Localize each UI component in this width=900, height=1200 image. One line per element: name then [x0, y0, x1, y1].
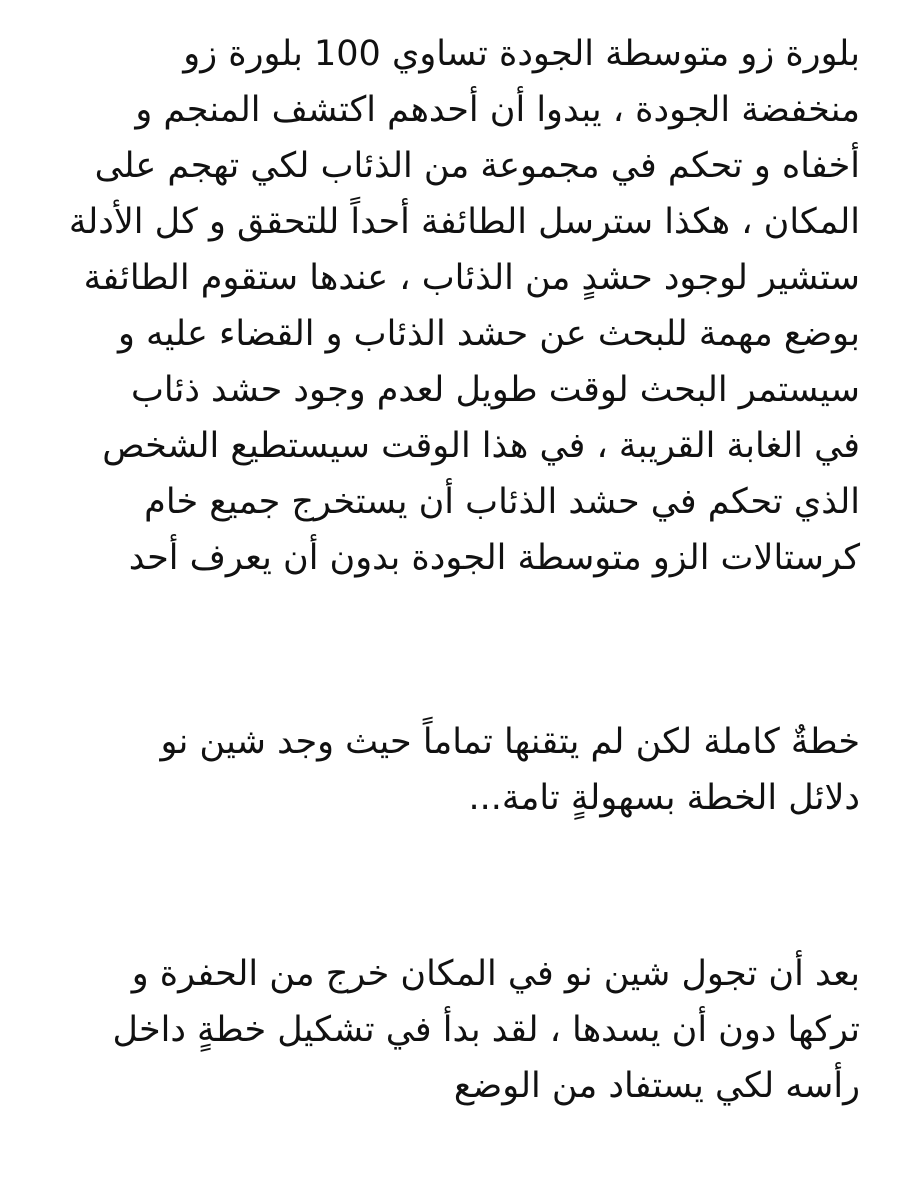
text-line: بلورة زو متوسطة الجودة تساوي 100 بلورة زو [183, 34, 860, 74]
paragraph-1 [40, 26, 860, 586]
text-line: منخفضة الجودة ، يبدوا أن أحدهم اكتشف المنجم و [135, 90, 860, 130]
text-line: المكان ، هكذا سترسل الطائفة أحداً للتحقق و كل الأدلة [68, 202, 860, 242]
paragraph-2 [40, 714, 860, 826]
text-line: كرستالات الزو متوسطة الجودة بدون أن يعرف أحد [128, 538, 860, 578]
text-line: أخفاه و تحكم في مجموعة من الذئاب لكي تهجم على [94, 146, 860, 186]
text-line: خطةٌ كاملة لكن لم يتقنها تماماً حيث وجد شين نو [160, 722, 860, 762]
text-line: دلائل الخطة بسهولةٍ تامة... [468, 778, 860, 818]
text-line: بعد أن تجول شين نو في المكان خرج من الحفرة و [131, 954, 860, 994]
text-line: بوضع مهمة للبحث عن حشد الذئاب و القضاء عليه و [118, 314, 860, 354]
text-line: رأسه لكي يستفاد من الوضع [453, 1066, 860, 1106]
text-line: سيستمر البحث لوقت طويل لعدم وجود حشد ذئاب [130, 370, 860, 410]
text-line: في الغابة القريبة ، في هذا الوقت سيستطيع الشخص [102, 426, 860, 466]
text-line: تركها دون أن يسدها ، لقد بدأ في تشكيل خطةٍ داخل [112, 1010, 860, 1050]
text-line: ستشير لوجود حشدٍ من الذئاب ، عندها ستقوم الطائفة [83, 258, 860, 298]
text-line: الذي تحكم في حشد الذئاب أن يستخرج جميع خام [144, 482, 860, 522]
paragraph-3 [40, 946, 860, 1114]
